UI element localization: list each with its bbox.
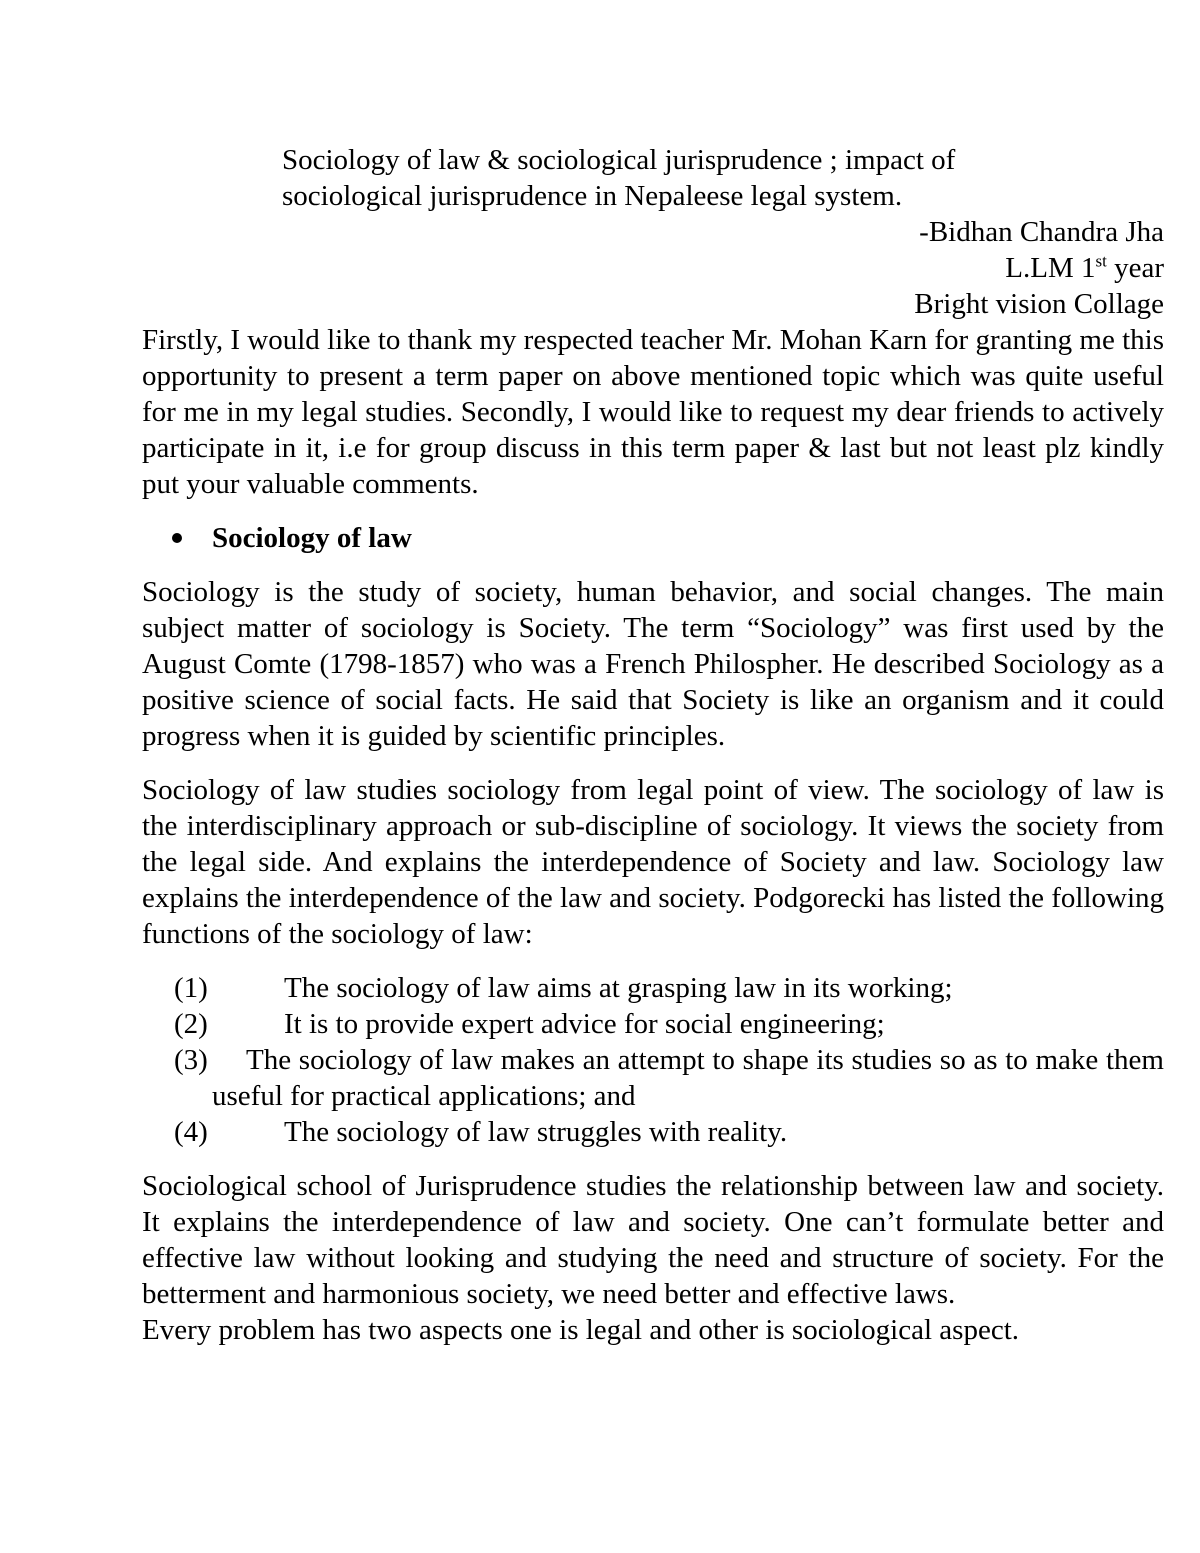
author-block (142, 214, 1164, 322)
list-item-number: (4) (174, 1116, 208, 1148)
title-line-2: sociological jurisprudence in Nepaleese legal system. (282, 180, 903, 212)
list-item-text: It is to provide expert advice for social engineering; (284, 1008, 885, 1040)
document-title (282, 142, 1164, 214)
paragraph-1: Sociology is the study of society, human behavior, and social changes. The main subject matter of sociology is Society. The term “Sociology” was first used by the August Comte (1798-1857) who was a French Philospher. He described Sociology as a positive science of social facts. He said that Society is like an organism and it could progress when it is guided by scientific principles. (142, 576, 1164, 752)
degree-superscript: st (1095, 251, 1107, 271)
document-body (142, 142, 1164, 1348)
list-item-number: (3) (174, 1044, 208, 1076)
list-item (142, 1006, 1164, 1042)
list-item-text: The sociology of law struggles with reality. (284, 1116, 788, 1148)
list-item-text: The sociology of law aims at grasping law in its working; (284, 972, 953, 1004)
list-item-text: The sociology of law makes an attempt to shape its studies so as to make them useful for practical applications; and (212, 1044, 1164, 1112)
paragraph-2: Sociology of law studies sociology from legal point of view. The sociology of law is the interdisciplinary approach or sub-discipline of sociology. It views the society from the legal side. And explains the interdependence of Society and law. Sociology law explains the interdependence of the law and society. Podgorecki has listed the following functions of the sociology of law: (142, 774, 1164, 950)
list-item (142, 970, 1164, 1006)
section-heading (172, 520, 1164, 556)
list-item (142, 1114, 1164, 1150)
list-item-number: (2) (174, 1008, 208, 1040)
list-item (142, 1042, 1164, 1114)
section-heading-text: Sociology of law (212, 522, 412, 554)
functions-list (142, 970, 1164, 1150)
bullet-icon (172, 533, 182, 543)
author-name: -Bidhan Chandra Jha (919, 216, 1164, 248)
paragraph-3: Sociological school of Jurisprudence studies the relationship between law and society. It explains the interdependence of law and society. One can’t formulate better and effective law without looking and studying the need and structure of society. For the betterment and harmonious society, we need better and effective laws. (142, 1170, 1164, 1310)
intro-paragraph: Firstly, I would like to thank my respected teacher Mr. Mohan Karn for granting me this opportunity to present a term paper on above mentioned topic which was quite useful for me in my legal studies. Secondly, I would like to request my dear friends to actively participate in it, i.e for group discuss in this term paper & last but not least plz kindly put your valuable comments. (142, 324, 1164, 500)
title-line-1: Sociology of law & sociological jurisprudence ; impact of (282, 144, 956, 176)
list-item-number: (1) (174, 972, 208, 1004)
degree-suffix: year (1106, 252, 1164, 284)
author-college: Bright vision Collage (914, 288, 1164, 320)
paragraph-4: Every problem has two aspects one is legal and other is sociological aspect. (142, 1314, 1019, 1346)
degree-prefix: L.LM 1 (1005, 252, 1096, 284)
author-degree (142, 250, 1164, 286)
